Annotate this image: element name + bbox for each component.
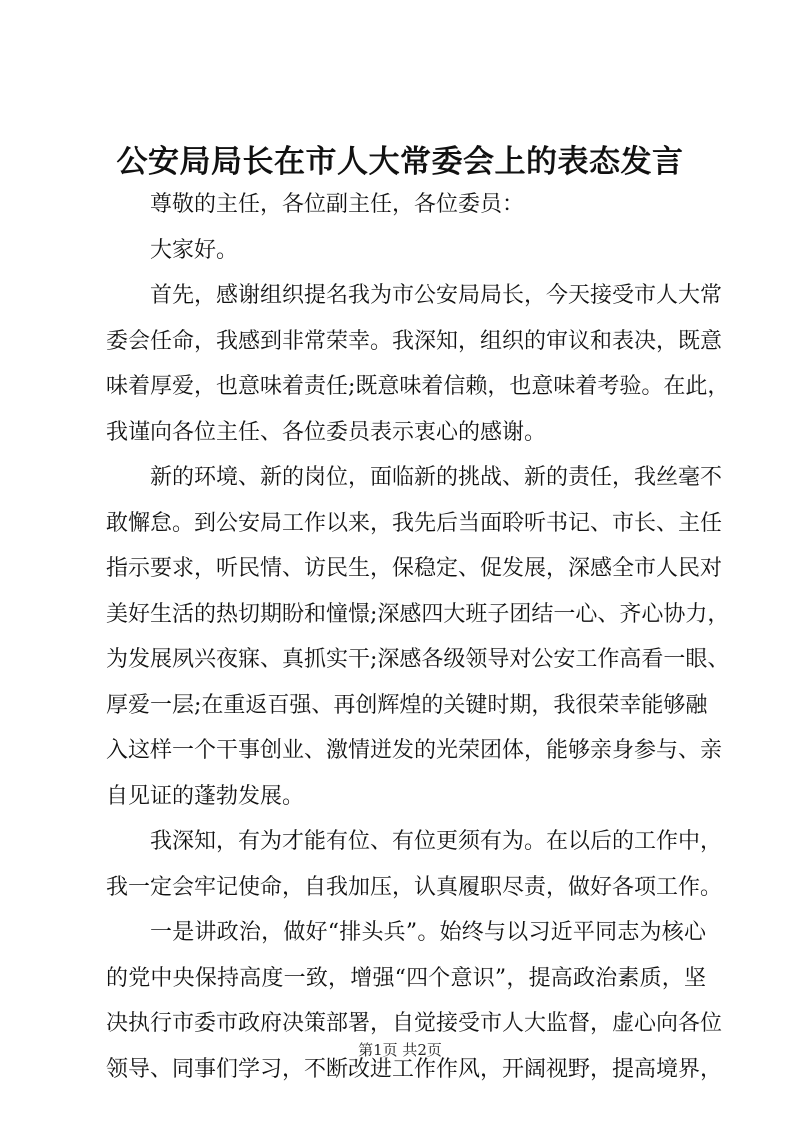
text-line: 大家好。 [150,237,239,263]
text-line: 入这样一个干事创业、激情迸发的光荣团体，能够亲身参与、亲 [106,738,723,763]
text-line: 首先，感谢组织提名我为市公安局局长，今天接受市人大常 [150,283,723,308]
document-body [106,182,730,1092]
text-line: 的党中央保持高度一致，增强“四个意识”，提高政治素质，坚 [106,965,706,991]
text-line: 尊敬的主任，各位副主任，各位委员： [150,192,525,217]
text-line: 领导、同事们学习，不断改进工作作风，开阔视野，提高境界， [106,1056,723,1082]
text-line: 指示要求，听民情、访民生，保稳定、促发展，深感全市人民对 [106,556,723,581]
text-line: 我深知，有为才能有位、有位更须有为。在以后的工作中， [150,829,723,854]
text-line: 我谨向各位主任、各位委员表示衷心的感谢。 [106,419,547,445]
text-line: 委会任命，我感到非常荣幸。我深知，组织的审议和表决，既意 [106,328,723,354]
text-line: 我一定会牢记使命，自我加压，认真履职尽责，做好各项工作。 [106,874,723,900]
text-line: 敢懈怠。到公安局工作以来，我先后当面聆听书记、市长、主任 [106,510,723,536]
document-title: 公安局局长在市人大常委会上的表态发言 [116,144,684,180]
text-line: 自见证的蓬勃发展。 [106,783,305,809]
text-line: 美好生活的热切期盼和憧憬;深感四大班子团结一心、齐心协力， [106,601,730,627]
page-footer: 第1页 共2页 [358,1041,442,1059]
text-line: 新的环境、新的岗位，面临新的挑战、新的责任，我丝毫不 [150,465,723,490]
text-line: 厚爱一层;在重返百强、再创辉煌的关键时期，我很荣幸能够融 [106,692,708,718]
text-line: 为发展夙兴夜寐、真抓实干;深感各级领导对公安工作高看一眼、 [106,647,730,672]
text-line: 味着厚爱，也意味着责任;既意味着信赖，也意味着考验。在此， [106,374,730,399]
text-line: 一是讲政治，做好“排头兵”。始终与以习近平同志为核心 [150,920,706,945]
text-line: 决执行市委市政府决策部署，自觉接受市人大监督，虚心向各位 [106,1011,723,1036]
